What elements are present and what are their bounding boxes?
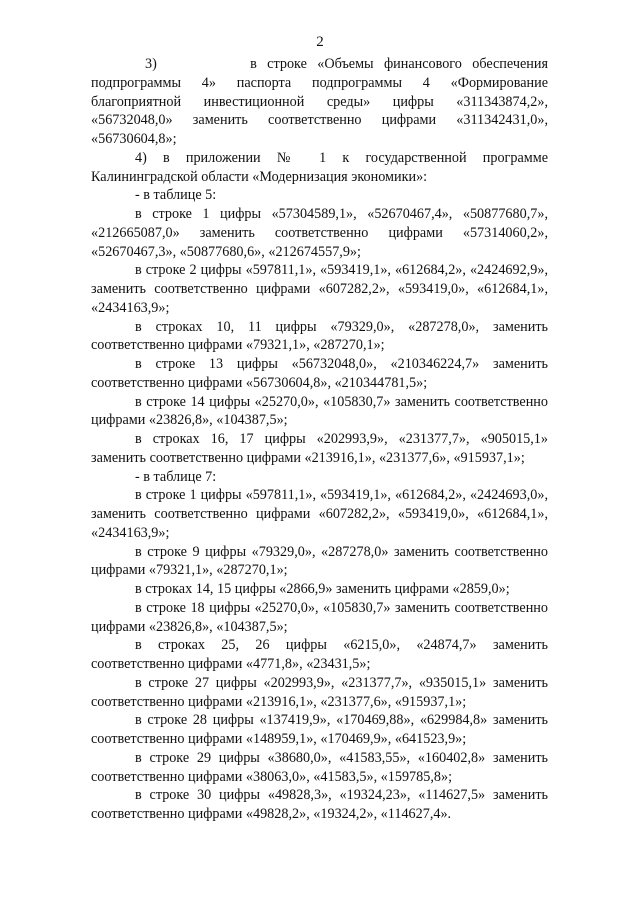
- table-7-row-9: в строке 9 цифры «79329,0», «287278,0» заменить соответственно цифрами «79321,1», «287270,1»;: [91, 543, 548, 579]
- table-7-row-28: в строке 28 цифры «137419,9», «170469,88», «629984,8» заменить соответственно цифрами «148959,1», «170469,9», «641523,9»;: [91, 712, 548, 747]
- table-7-rows-14-15: в строках 14, 15 цифры «2866,9» заменить цифрами «2859,0»;: [135, 581, 510, 597]
- table-5-row-13: в строке 13 цифры «56732048,0», «210346224,7» заменить соответственно цифрами «56730604,8», «210344781,5»;: [91, 356, 548, 391]
- paragraph-item-4: 4) в приложении № 1 к государственной программе Калининградской области «Модернизация экономики»:: [91, 149, 548, 185]
- table-7-row-27: в строке 27 цифры «202993,9», «231377,7», «935015,1» заменить соответственно цифрами «213916,1», «231377,6», «915937,1»;: [91, 674, 548, 710]
- table-5-rows-16-17: в строках 16, 17 цифры «202993,9», «231377,7», «905015,1» заменить соответственно цифрами «213916,1», «231377,6», «915937,1»;: [91, 431, 548, 466]
- table-5-row-14: в строке 14 цифры «25270,0», «105830,7» заменить соответственно цифрами «23826,8», «104387,5»;: [91, 393, 548, 429]
- table-5-row-2: в строке 2 цифры «597811,1», «593419,1», «612684,2», «2424692,9», заменить соответственно цифрами «607282,2», «593419,0», «612684,1», «2434163,9»;: [91, 262, 548, 316]
- table-7-rows-25-26: в строках 25, 26 цифры «6215,0», «24874,7» заменить соответственно цифрами «4771,8», «23431,5»;: [91, 637, 548, 672]
- table-7-heading: - в таблице 7:: [135, 468, 217, 485]
- table-7-row-29: в строке 29 цифры «38680,0», «41583,55», «160402,8» заменить соответственно цифрами «38063,0», «41583,5», «159785,8»;: [91, 749, 548, 785]
- page-number: 2: [316, 34, 324, 50]
- table-5-heading: - в таблице 5:: [135, 187, 217, 204]
- table-7-row-18: в строке 18 цифры «25270,0», «105830,7» заменить соответственно цифрами «23826,8», «104387,5»;: [91, 599, 548, 635]
- table-5-row-1: в строке 1 цифры «57304589,1», «52670467,4», «50877680,7», «212665087,0» заменить соответственно цифрами «57314060,2», «52670467,3», «50877680,6», «212674557,9»;: [91, 206, 548, 260]
- table-5-rows-10-11: в строках 10, 11 цифры «79329,0», «287278,0», заменить соответственно цифрами «79321,1», «287270,1»;: [91, 318, 548, 354]
- table-7-row-30: в строке 30 цифры «49828,3», «19324,23», «114627,5» заменить соответственно цифрами «49828,2», «19324,2», «114627,4».: [91, 787, 548, 822]
- document-body: [91, 55, 548, 824]
- paragraph-item-3: 3) в строке «Объемы финансового обеспечения подпрограммы 4» паспорта подпрограммы 4 «Формирование благоприятной инвестиционной среды» цифры «311343874,2», «56732048,0» заменить соответственно цифрами «311342431,0», «56730604,8»;: [91, 56, 548, 147]
- table-7-row-1: в строке 1 цифры «597811,1», «593419,1», «612684,2», «2424693,0», заменить соответственно цифрами «607282,2», «593419,0», «612684,1», «2434163,9»;: [91, 487, 548, 541]
